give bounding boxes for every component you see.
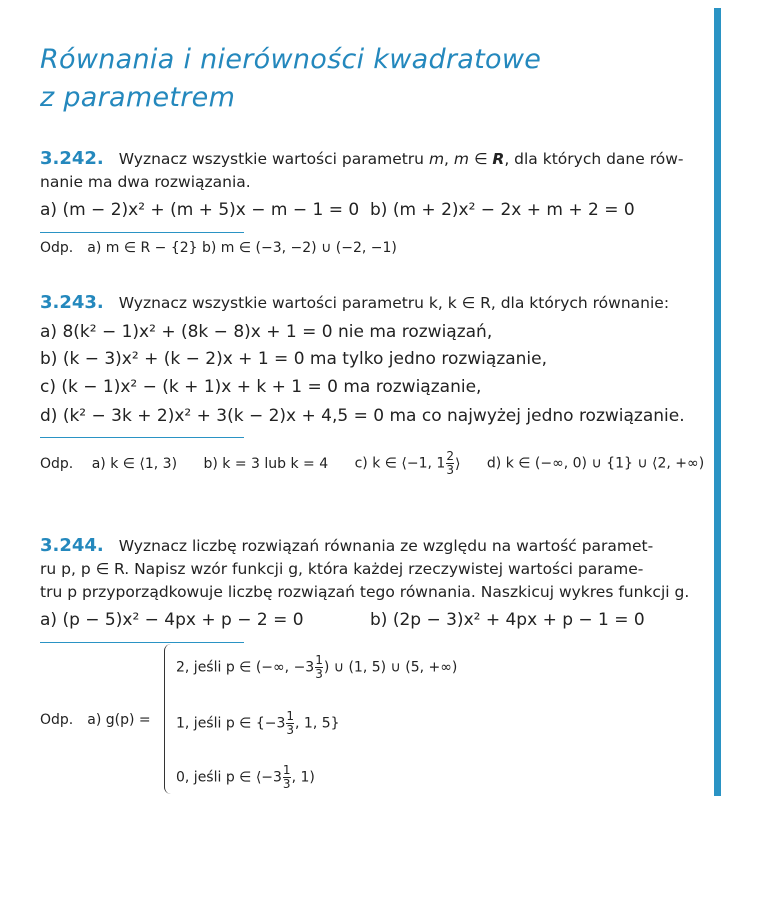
- item-d: d) (k² − 3k + 2)x² + 3(k − 2)x + 4,5 = 0 ma co najwyżej jedno rozwiązanie.: [40, 406, 685, 426]
- brace: [164, 644, 171, 794]
- exercise-prompt: Wyznacz wszystkie wartości parametru m, m ∈ R, dla których dane rów-: [118, 150, 684, 168]
- answer-243: Odp. a) k ∈ ⟨1, 3) b) k = 3 lub k = 4 c) k ∈ ⟨−1, 1 $\frac{2}{3}$ ⟩ d) k ∈ (−∞, 0) ∪ {1} ∪ ⟨2, +∞): [40, 449, 705, 477]
- case-1: 2, jeśli p ∈ (−∞, −3 $\frac{1}{3}$ ) ∪ (1, 5) ∪ (5, +∞): [176, 653, 458, 681]
- answer-242: Odp. a) m ∈ R − {2} b) m ∈ (−3, −2) ∪ (−2, −1): [40, 240, 397, 256]
- equation-a: a) (m − 2)x² + (m + 5)x − m − 1 = 0: [40, 200, 360, 220]
- page-title-line2: z parametrem: [40, 82, 236, 113]
- case-2: 1, jeśli p ∈ {−3 $\frac{1}{3}$ , 1, 5}: [176, 709, 340, 737]
- exercise-number: 3.244.: [40, 535, 104, 556]
- exercise-prompt: Wyznacz wszystkie wartości parametru k, k ∈ R, dla których równanie:: [118, 294, 670, 312]
- exercise-prompt-cont: nanie ma dwa rozwiązania.: [40, 173, 251, 191]
- equation-b: b) (2p − 3)x² + 4px + p − 1 = 0: [370, 610, 645, 630]
- exercise-244-header: [40, 535, 653, 556]
- divider: [40, 642, 244, 643]
- exercise-prompt-cont: tru p przyporządkowuje liczbę rozwiązań tego równania. Naszkicuj wykres funkcji g.: [40, 583, 690, 601]
- item-a: a) 8(k² − 1)x² + (8k − 8)x + 1 = 0 nie ma rozwiązań,: [40, 322, 493, 342]
- accent-bar: [714, 8, 721, 796]
- exercise-number: 3.243.: [40, 292, 104, 313]
- divider: [40, 437, 244, 438]
- page-title: Równania i nierówności kwadratowe: [40, 44, 542, 75]
- divider: [40, 232, 244, 233]
- exercise-prompt-cont: ru p, p ∈ R. Napisz wzór funkcji g, która każdej rzeczywistej wartości parame-: [40, 560, 644, 578]
- item-b: b) (k − 3)x² + (k − 2)x + 1 = 0 ma tylko jedno rozwiązanie,: [40, 349, 548, 369]
- equation-b: b) (m + 2)x² − 2x + m + 2 = 0: [370, 200, 635, 220]
- exercise-number: 3.242.: [40, 148, 104, 169]
- item-c: c) (k − 1)x² − (k + 1)x + k + 1 = 0 ma rozwiązanie,: [40, 377, 482, 397]
- exercise-242-header: [40, 148, 684, 169]
- exercise-prompt: Wyznacz liczbę rozwiązań równania ze względu na wartość paramet-: [118, 537, 654, 555]
- answer-244-label: Odp. a) g(p) =: [40, 712, 151, 728]
- equation-a: a) (p − 5)x² − 4px + p − 2 = 0: [40, 610, 304, 630]
- case-3: 0, jeśli p ∈ ⟨−3 $\frac{1}{3}$ , 1): [176, 763, 315, 791]
- exercise-243-header: [40, 292, 669, 313]
